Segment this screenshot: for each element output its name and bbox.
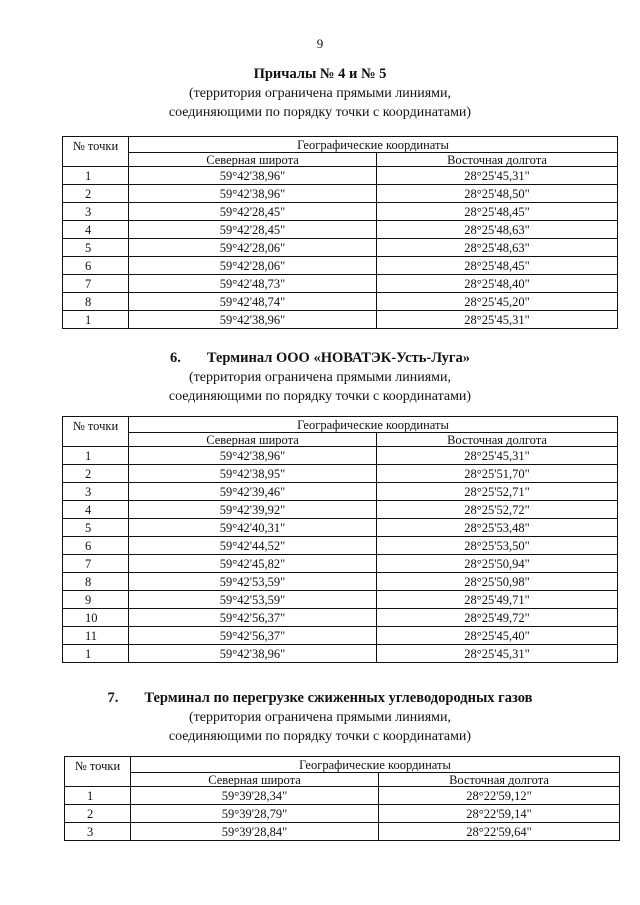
cell-point-number: 10 xyxy=(63,609,129,627)
cell-point-number: 2 xyxy=(65,805,131,823)
section-lpg-terminal xyxy=(0,688,640,746)
table-row xyxy=(63,447,618,465)
header-point-number: № точки xyxy=(65,757,131,787)
cell-longitude: 28°25'52,71" xyxy=(377,483,618,501)
cell-point-number: 1 xyxy=(63,645,129,663)
coordinates-table-novatek xyxy=(62,416,618,663)
cell-point-number: 1 xyxy=(63,447,129,465)
table-row xyxy=(63,221,618,239)
cell-longitude: 28°25'49,72" xyxy=(377,609,618,627)
cell-longitude: 28°25'45,31" xyxy=(377,311,618,329)
cell-latitude: 59°42'28,45" xyxy=(129,203,377,221)
cell-longitude: 28°25'48,45" xyxy=(377,257,618,275)
section-number: 6. xyxy=(170,350,181,366)
cell-longitude: 28°25'50,98" xyxy=(377,573,618,591)
cell-latitude: 59°42'38,96" xyxy=(129,645,377,663)
table-row xyxy=(63,501,618,519)
table-row xyxy=(63,645,618,663)
section-title xyxy=(0,64,640,84)
table-row xyxy=(63,203,618,221)
cell-longitude: 28°22'59,64" xyxy=(379,823,620,841)
page-number: 9 xyxy=(316,36,324,51)
cell-longitude: 28°25'45,31" xyxy=(377,645,618,663)
cell-latitude: 59°42'56,37" xyxy=(129,609,377,627)
cell-point-number: 1 xyxy=(63,311,129,329)
section-number: 7. xyxy=(107,690,119,706)
table-subheader-row xyxy=(65,773,620,787)
cell-longitude: 28°25'48,63" xyxy=(377,239,618,257)
cell-point-number: 9 xyxy=(63,591,129,609)
cell-point-number: 6 xyxy=(63,537,129,555)
cell-latitude: 59°42'38,96" xyxy=(129,167,377,185)
header-point-number: № точки xyxy=(63,137,129,167)
table-row xyxy=(65,805,620,823)
cell-longitude: 28°25'45,31" xyxy=(377,167,618,185)
table-row xyxy=(63,555,618,573)
table-row xyxy=(63,573,618,591)
cell-point-number: 2 xyxy=(63,465,129,483)
cell-longitude: 28°25'50,94" xyxy=(377,555,618,573)
table-row xyxy=(63,239,618,257)
table-header-row xyxy=(63,137,618,153)
table-row xyxy=(63,275,618,293)
table-row xyxy=(63,483,618,501)
cell-point-number: 8 xyxy=(63,573,129,591)
cell-point-number: 7 xyxy=(63,555,129,573)
table-row xyxy=(63,627,618,645)
cell-longitude: 28°25'48,63" xyxy=(377,221,618,239)
header-east-longitude: Восточная долгота xyxy=(377,153,618,167)
table-row xyxy=(63,293,618,311)
cell-latitude: 59°42'48,73" xyxy=(129,275,377,293)
cell-latitude: 59°42'28,06" xyxy=(129,257,377,275)
section-subtitle-1: (территория ограничена прямыми линиями, xyxy=(188,710,452,725)
section-title-text: Терминал по перегрузке сжиженных углеводородных газов xyxy=(144,690,533,706)
table-row xyxy=(63,519,618,537)
table-header-row xyxy=(65,757,620,773)
cell-longitude: 28°25'49,71" xyxy=(377,591,618,609)
cell-point-number: 5 xyxy=(63,519,129,537)
cell-latitude: 59°39'28,79" xyxy=(131,805,379,823)
cell-latitude: 59°39'28,34" xyxy=(131,787,379,805)
cell-latitude: 59°42'38,95" xyxy=(129,465,377,483)
cell-latitude: 59°42'28,45" xyxy=(129,221,377,239)
cell-point-number: 3 xyxy=(63,203,129,221)
cell-longitude: 28°25'48,40" xyxy=(377,275,618,293)
header-north-latitude: Северная широта xyxy=(129,433,377,447)
section-title-text: Терминал ООО «НОВАТЭК-Усть-Луга» xyxy=(206,350,470,366)
table-row xyxy=(63,257,618,275)
cell-latitude: 59°39'28,84" xyxy=(131,823,379,841)
cell-latitude: 59°42'53,59" xyxy=(129,573,377,591)
header-geographic-coordinates: Географические координаты xyxy=(129,417,618,433)
cell-latitude: 59°42'38,96" xyxy=(129,185,377,203)
header-east-longitude: Восточная долгота xyxy=(377,433,618,447)
cell-point-number: 7 xyxy=(63,275,129,293)
section-title-text: Причалы № 4 и № 5 xyxy=(253,66,387,82)
cell-latitude: 59°42'56,37" xyxy=(129,627,377,645)
section-title xyxy=(0,348,640,368)
coordinates-table-lpg xyxy=(64,756,620,841)
cell-point-number: 3 xyxy=(63,483,129,501)
table-row xyxy=(63,465,618,483)
cell-longitude: 28°25'53,50" xyxy=(377,537,618,555)
cell-latitude: 59°42'38,96" xyxy=(129,447,377,465)
table-subheader-row xyxy=(63,433,618,447)
cell-point-number: 4 xyxy=(63,501,129,519)
section-subtitle-2: соединяющими по порядку точки с координатами) xyxy=(168,389,472,404)
cell-latitude: 59°42'44,52" xyxy=(129,537,377,555)
cell-point-number: 1 xyxy=(65,787,131,805)
cell-latitude: 59°42'39,46" xyxy=(129,483,377,501)
cell-longitude: 28°25'48,50" xyxy=(377,185,618,203)
cell-point-number: 3 xyxy=(65,823,131,841)
cell-point-number: 4 xyxy=(63,221,129,239)
header-north-latitude: Северная широта xyxy=(131,773,379,787)
table-header-row xyxy=(63,417,618,433)
cell-latitude: 59°42'39,92" xyxy=(129,501,377,519)
section-subtitle-2: соединяющими по порядку точки с координатами) xyxy=(168,729,472,744)
cell-point-number: 6 xyxy=(63,257,129,275)
table-row xyxy=(63,311,618,329)
table-row xyxy=(63,609,618,627)
section-title xyxy=(0,688,640,708)
cell-longitude: 28°25'53,48" xyxy=(377,519,618,537)
cell-longitude: 28°25'48,45" xyxy=(377,203,618,221)
cell-longitude: 28°25'51,70" xyxy=(377,465,618,483)
cell-latitude: 59°42'40,31" xyxy=(129,519,377,537)
header-east-longitude: Восточная долгота xyxy=(379,773,620,787)
section-novatek-terminal xyxy=(0,348,640,406)
cell-longitude: 28°25'52,72" xyxy=(377,501,618,519)
cell-point-number: 11 xyxy=(63,627,129,645)
cell-point-number: 5 xyxy=(63,239,129,257)
table-row xyxy=(65,823,620,841)
header-point-number: № точки xyxy=(63,417,129,447)
cell-latitude: 59°42'48,74" xyxy=(129,293,377,311)
cell-longitude: 28°22'59,12" xyxy=(379,787,620,805)
section-berths-4-5 xyxy=(0,64,640,122)
header-north-latitude: Северная широта xyxy=(129,153,377,167)
cell-latitude: 59°42'45,82" xyxy=(129,555,377,573)
cell-latitude: 59°42'38,96" xyxy=(129,311,377,329)
section-subtitle-1: (территория ограничена прямыми линиями, xyxy=(188,370,452,385)
table-subheader-row xyxy=(63,153,618,167)
header-geographic-coordinates: Географические координаты xyxy=(131,757,620,773)
table-row xyxy=(63,537,618,555)
header-geographic-coordinates: Географические координаты xyxy=(129,137,618,153)
cell-latitude: 59°42'28,06" xyxy=(129,239,377,257)
coordinates-table-berths xyxy=(62,136,618,329)
cell-longitude: 28°25'45,20" xyxy=(377,293,618,311)
cell-latitude: 59°42'53,59" xyxy=(129,591,377,609)
table-row xyxy=(63,591,618,609)
cell-longitude: 28°22'59,14" xyxy=(379,805,620,823)
cell-point-number: 8 xyxy=(63,293,129,311)
section-subtitle-2: соединяющими по порядку точки с координатами) xyxy=(168,105,472,120)
table-row xyxy=(63,185,618,203)
section-subtitle-1: (территория ограничена прямыми линиями, xyxy=(188,86,452,101)
cell-longitude: 28°25'45,40" xyxy=(377,627,618,645)
table-row xyxy=(65,787,620,805)
table-row xyxy=(63,167,618,185)
cell-longitude: 28°25'45,31" xyxy=(377,447,618,465)
cell-point-number: 2 xyxy=(63,185,129,203)
cell-point-number: 1 xyxy=(63,167,129,185)
